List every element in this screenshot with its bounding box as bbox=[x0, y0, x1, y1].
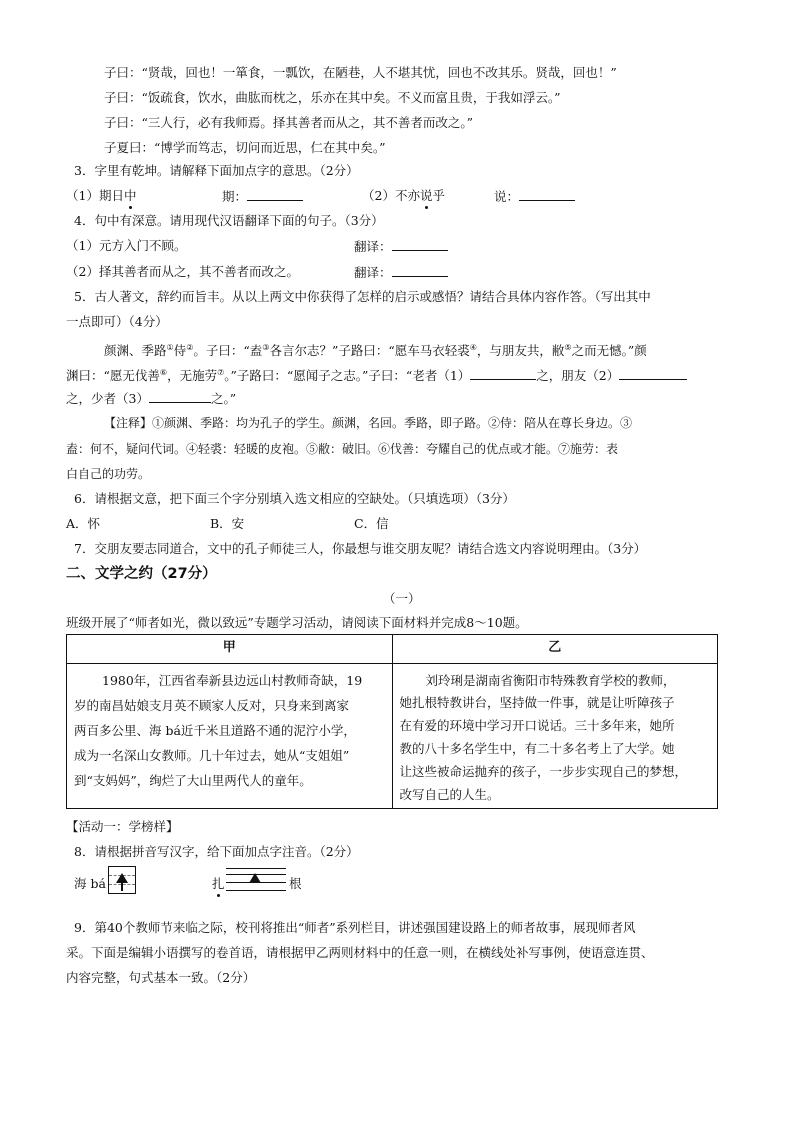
q3-answer-1-label: 期： bbox=[222, 189, 248, 204]
q3-item-2 bbox=[362, 187, 445, 205]
q8-stem: 8．请根据拼音写汉字，给下面加点字注音。（2分） bbox=[74, 844, 359, 859]
passage-text: 。”子路曰：“愿闻子之志。”子曰：“老者（1） bbox=[224, 368, 471, 384]
quote-2: 子曰：“饭疏食，饮水，曲肱而枕之，乐亦在其中矣。不义而富且贵，于我如浮云。” bbox=[104, 90, 561, 105]
q3-item-1-text: （1）期日 bbox=[66, 188, 124, 203]
passage-text: 颜渊、季路 bbox=[104, 343, 167, 359]
material-jia-line: 成为一名深山女教师。几十年过去，她从“支姐姐” bbox=[74, 748, 350, 763]
answer-blank[interactable] bbox=[392, 237, 448, 251]
fill-blank-3[interactable] bbox=[149, 389, 211, 403]
material-yi-title: 乙 bbox=[392, 635, 718, 664]
material-table bbox=[66, 634, 718, 809]
note-ref: ① bbox=[166, 343, 174, 352]
q4-stem: 4．句中有深意。请用现代汉语翻译下面的句子。（3分） bbox=[74, 213, 384, 228]
passage-text: 之而无憾。”颜 bbox=[571, 343, 647, 359]
material-yi-line: 在有爱的环境中学习开口说话。三十多年来，她所 bbox=[399, 718, 675, 733]
answer-blank[interactable] bbox=[247, 187, 303, 201]
q8-word-1-text: 海 bá bbox=[74, 876, 106, 891]
activity-1-title: 【活动一：学榜样】 bbox=[66, 819, 179, 834]
passage-text: 渊曰：“愿无伐善 bbox=[66, 368, 160, 384]
section-title: 二、文学之约（27分） bbox=[66, 566, 217, 582]
q3-stem: 3．字里有乾坤。请解释下面加点字的意思。（2分） bbox=[74, 163, 359, 178]
q5-passage-line-3 bbox=[66, 389, 236, 408]
q5-passage-line-2 bbox=[66, 364, 687, 385]
material-yi bbox=[392, 664, 718, 809]
q5-note-line-2: 盍：何不，疑问代词。④轻裘：轻暖的皮袍。⑤敝：破旧。⑥伐善：夸耀自己的优点或才能。⑦施劳：表 bbox=[66, 442, 619, 456]
guide-line bbox=[226, 868, 286, 869]
material-jia-line: 岁的南昌姑娘支月英不顾家人反对，只身来到离家 bbox=[74, 698, 350, 713]
q4-answer-2 bbox=[354, 263, 448, 282]
passage-text: 之。” bbox=[210, 391, 237, 406]
material-jia bbox=[67, 664, 393, 809]
dotted-char: 说 bbox=[419, 188, 433, 203]
guide-line bbox=[226, 890, 286, 891]
note-ref: ③ bbox=[262, 343, 270, 352]
triangle-stem bbox=[121, 883, 123, 891]
q6-option-b: B．安 bbox=[210, 516, 245, 531]
material-yi-line: 改写自己的人生。 bbox=[399, 787, 500, 802]
note-ref: ④ bbox=[469, 343, 477, 352]
q3-item-1 bbox=[66, 187, 136, 205]
passage-text: ，与朋友共，敝 bbox=[476, 343, 565, 359]
q9-stem-line-3: 内容完整，句式基本一致。（2分） bbox=[66, 970, 256, 985]
q5-stem-line-1: 5．古人著文，辞约而旨丰。从以上两文中你获得了怎样的启示或感悟？请结合具体内容作答。（写出其中 bbox=[74, 289, 651, 304]
q4-answer-2-label: 翻译： bbox=[354, 265, 392, 280]
q6-option-a: A．怀 bbox=[66, 516, 101, 531]
pinyin-answer-box[interactable] bbox=[108, 866, 136, 894]
pinyin-writing-box[interactable] bbox=[226, 868, 286, 892]
q6-option-c: C．信 bbox=[354, 516, 389, 531]
q8-word-2-pre bbox=[212, 875, 225, 893]
triangle-icon bbox=[116, 873, 128, 883]
passage-text: 之，朋友（2） bbox=[536, 368, 620, 384]
dotted-char: 扎 bbox=[212, 876, 225, 891]
q8-word-2-post: 根 bbox=[289, 876, 302, 891]
quote-3: 子曰：“三人行，必有我师焉。择其善者而从之，其不善者而改之。” bbox=[104, 115, 474, 130]
material-jia-line: 到“支妈妈”，绚烂了大山里两代人的童年。 bbox=[74, 773, 312, 788]
q3-answer-2 bbox=[494, 187, 575, 206]
q9-stem-line-1: 9．第40个教师节来临之际，校刊将推出“师者”系列栏目，讲述强国建设路上的师者故事，展现师者风 bbox=[74, 920, 636, 935]
answer-blank[interactable] bbox=[392, 263, 448, 277]
triangle-icon bbox=[249, 873, 261, 883]
q6-stem: 6．请根据文意，把下面三个字分别填入选文相应的空缺处。（只填选项）（3分） bbox=[74, 491, 515, 506]
passage-text: 各言尔志？”子路曰：“愿车马衣轻裘 bbox=[269, 343, 470, 359]
q4-answer-1 bbox=[354, 237, 448, 256]
section-subtitle: （一） bbox=[383, 591, 421, 606]
material-jia-line: 1980年，江西省奉新县边远山村教师奇缺，19 bbox=[102, 673, 363, 688]
q5-note-line-1: 【注释】①颜渊、季路：均为孔子的学生。颜渊，名回。季路，即子路。②侍：陪从在尊长身边。③ bbox=[104, 416, 633, 430]
q7-stem: 7．交朋友要志同道合，文中的孔子师徒三人，你最想与谁交朋友呢？请结合选文内容说明理由。（3分） bbox=[74, 541, 647, 556]
q3-item-2-tail: 乎 bbox=[432, 188, 445, 203]
q3-item-2-text: （2）不亦 bbox=[362, 188, 420, 203]
fill-blank-2[interactable] bbox=[619, 366, 687, 380]
material-yi-line: 刘玲琍是湖南省衡阳市特殊教育学校的教师， bbox=[425, 673, 676, 688]
quote-1: 子曰：“贤哉，回也！一箪食，一瓢饮，在陋巷，人不堪其忧，回也不改其乐。贤哉，回也！” bbox=[104, 65, 617, 80]
q9-stem-line-2: 采。下面是编辑小语撰写的卷首语，请根据甲乙两则材料中的任意一则，在横线处补写事例，使语意连贯、 bbox=[66, 945, 654, 960]
material-jia-title: 甲 bbox=[67, 635, 393, 664]
quote-4: 子夏曰：“博学而笃志，切问而近思，仁在其中矣。” bbox=[104, 140, 386, 155]
note-ref: ② bbox=[186, 343, 194, 352]
note-ref: ⑤ bbox=[564, 343, 572, 352]
answer-blank[interactable] bbox=[519, 187, 575, 201]
q3-answer-1 bbox=[222, 187, 303, 206]
passage-text: 。子曰：“盍 bbox=[193, 343, 263, 359]
q5-passage-line-1 bbox=[104, 339, 647, 360]
section-intro: 班级开展了“师者如光，微以致远”专题学习活动，请阅读下面材料并完成8～10题。 bbox=[66, 615, 528, 630]
passage-text: ，无施劳 bbox=[167, 368, 218, 384]
passage-text: 侍 bbox=[173, 343, 187, 359]
note-ref: ⑥ bbox=[159, 368, 168, 377]
q4-answer-1-label: 翻译： bbox=[354, 239, 392, 254]
fill-blank-1[interactable] bbox=[470, 366, 536, 380]
q4-sentence-1: （1）元方入门不顾。 bbox=[66, 238, 187, 253]
q4-sentence-2: （2）择其善者而从之，其不善者而改之。 bbox=[66, 264, 299, 279]
q5-note-line-3: 白自己的功劳。 bbox=[66, 467, 151, 481]
material-yi-line: 教的八十多名学生中，有二十多名考上了大学。她 bbox=[399, 741, 675, 756]
material-yi-line: 她扎根特教讲台，坚持做一件事，就是让听障孩子 bbox=[399, 695, 675, 710]
q5-stem-line-2: 一点即可）（4分） bbox=[66, 314, 168, 329]
dotted-char: 中 bbox=[123, 188, 137, 203]
material-jia-line: 两百多公里、海 bá近千米且道路不通的泥泞小学， bbox=[74, 723, 356, 738]
material-yi-line: 让这些被命运抛弃的孩子，一步步实现自己的梦想， bbox=[399, 764, 688, 779]
q3-answer-2-label: 说： bbox=[494, 189, 520, 204]
note-ref: ⑦ bbox=[217, 368, 225, 377]
passage-text: 之，少者（3） bbox=[66, 391, 149, 406]
